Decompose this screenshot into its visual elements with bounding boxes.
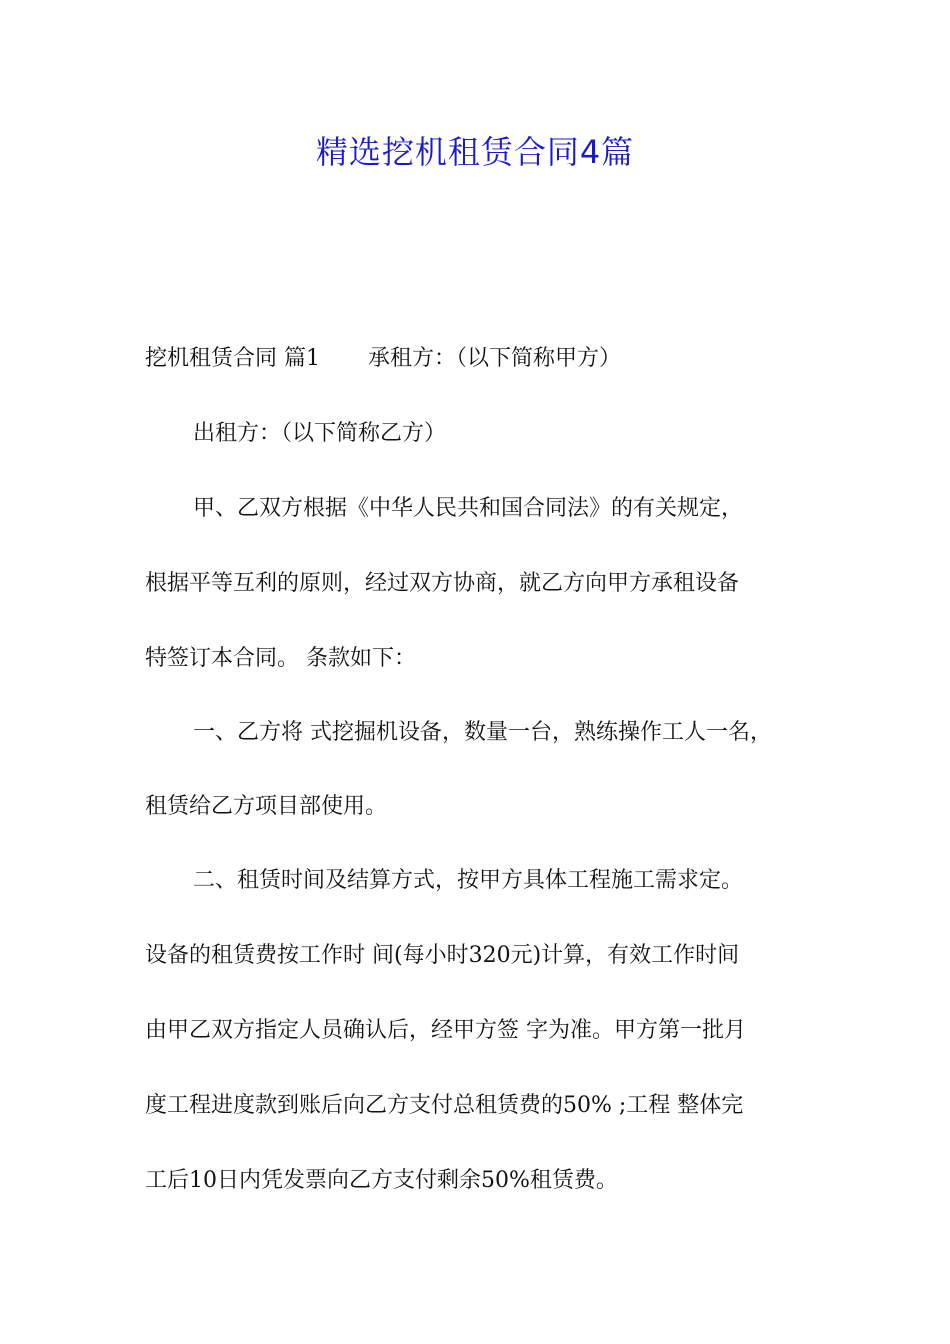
- text-line-1: [145, 337, 621, 381]
- text-line-9: 设备的租赁费按工作时 间(每小时320元)计算，有效工作时间: [145, 943, 740, 968]
- text-line-8: 二、租赁时间及结算方式，按甲方具体工程施工需求定。: [193, 868, 744, 893]
- text-line-4: 根据平等互利的原则，经过双方协商，就乙方向甲方承租设备: [145, 571, 740, 596]
- text-line-10: 由甲乙双方指定人员确认后，经甲方签 字为准。甲方第一批月: [145, 1018, 746, 1043]
- text-line-12: 工后10日内凭发票向乙方支付剩余50%租赁费。: [145, 1168, 618, 1193]
- text-line-2: 出租方：（以下简称乙方）: [193, 421, 447, 446]
- document-title: 精选挖机租赁合同4篇: [315, 133, 635, 171]
- text-line-6: 一、乙方将 式挖掘机设备，数量一台，熟练操作工人一名，: [193, 720, 772, 745]
- contract-heading: 挖机租赁合同 篇1: [145, 346, 320, 371]
- text-line-3: 甲、乙双方根据《中华人民共和国合同法》的有关规定，: [193, 496, 744, 521]
- text-line-11: 度工程进度款到账后向乙方支付总租赁费的50% ;工程 整体完: [145, 1093, 744, 1118]
- lessee-label: 承租方：（以下简称甲方）: [368, 346, 622, 371]
- text-line-7: 租赁给乙方项目部使用。: [145, 794, 388, 819]
- text-line-5: 特签订本合同。 条款如下：: [145, 646, 416, 671]
